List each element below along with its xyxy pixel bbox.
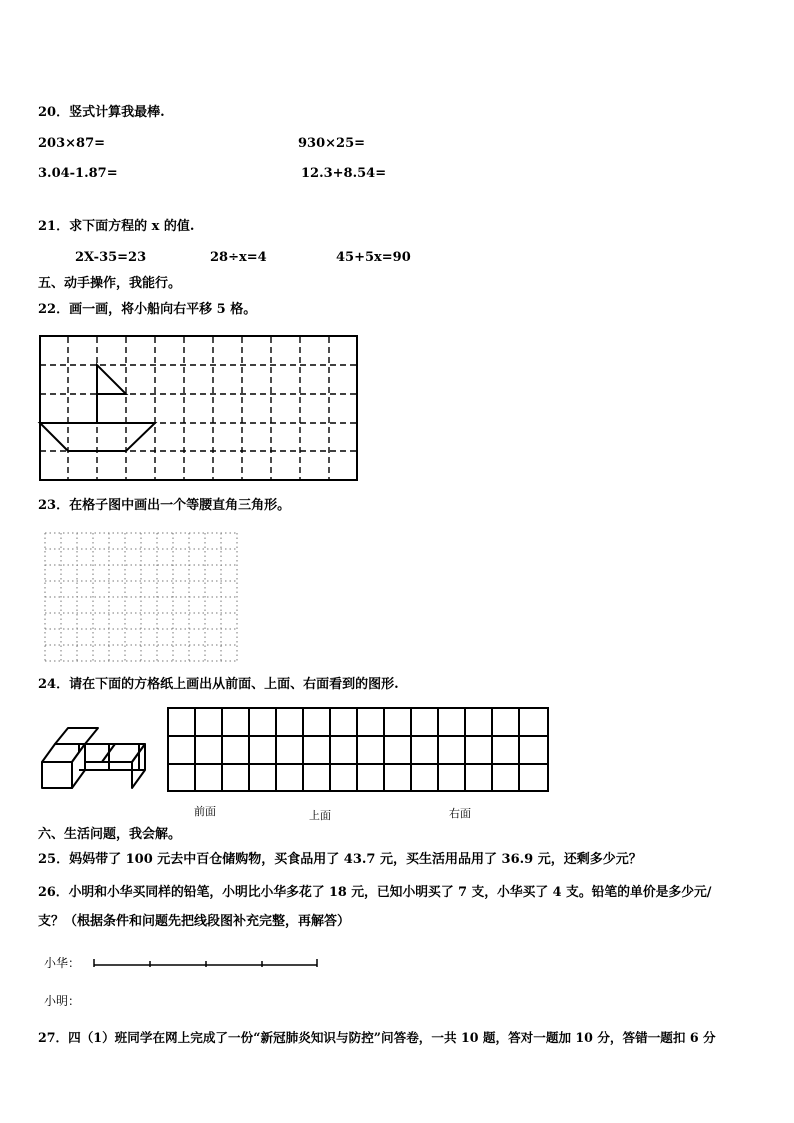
q27-text: 27．四（1）班同学在网上完成了一份“新冠肺炎知识与防控”问答卷，一共 10 题，答对一题加 10 分，答错一题扣 6 分 xyxy=(38,1030,716,1045)
section-6-heading: 六、生活问题，我会解。 xyxy=(38,827,182,842)
q23-title: 23．在格子图中画出一个等腰直角三角形。 xyxy=(38,498,291,513)
q24-label-front: 前面 xyxy=(194,805,216,818)
q20-item-1: 203×87= xyxy=(38,136,106,151)
q26-line-1: 26．小明和小华买同样的铅笔，小明比小华多花了 18 元，已知小明买了 7 支，小华买了 4 支。铅笔的单价是多少元/ xyxy=(38,885,712,900)
q24-answer-grid xyxy=(166,706,550,793)
q25-text: 25．妈妈带了 100 元去中百仓储购物，买食品用了 43.7 元，买生活用品用了 36.9 元，还剩多少元？ xyxy=(38,852,642,867)
q21-item-3: 45+5x=90 xyxy=(336,250,411,265)
q26-segment-diagram xyxy=(92,955,320,969)
q21-item-2: 28÷x=4 xyxy=(210,250,267,265)
q20-item-3: 3.04-1.87= xyxy=(38,166,118,181)
q20-item-2: 930×25= xyxy=(298,136,366,151)
q26-label-xiaoming: 小明： xyxy=(44,994,81,1008)
q22-title: 22．画一画，将小船向右平移 5 格。 xyxy=(38,302,257,317)
q26-label-xiaohua: 小华： xyxy=(44,956,81,970)
q24-label-right: 右面 xyxy=(449,807,471,820)
q26-line-2: 支？（根据条件和问题先把线段图补充完整，再解答） xyxy=(38,914,351,929)
q23-dot-grid xyxy=(44,532,238,662)
q22-grid-boat-figure xyxy=(38,334,360,482)
q24-title: 24．请在下面的方格纸上画出从前面、上面、右面看到的图形. xyxy=(38,677,399,692)
q20-title: 20．竖式计算我最棒. xyxy=(38,105,165,120)
q21-item-1: 2X-35=23 xyxy=(75,250,147,265)
q24-label-top: 上面 xyxy=(309,809,331,822)
section-5-heading: 五、动手操作，我能行。 xyxy=(38,276,182,291)
q20-item-4: 12.3+8.54= xyxy=(301,166,387,181)
q24-cube-figure xyxy=(40,726,146,790)
q21-title: 21．求下面方程的 x 的值. xyxy=(38,219,195,234)
